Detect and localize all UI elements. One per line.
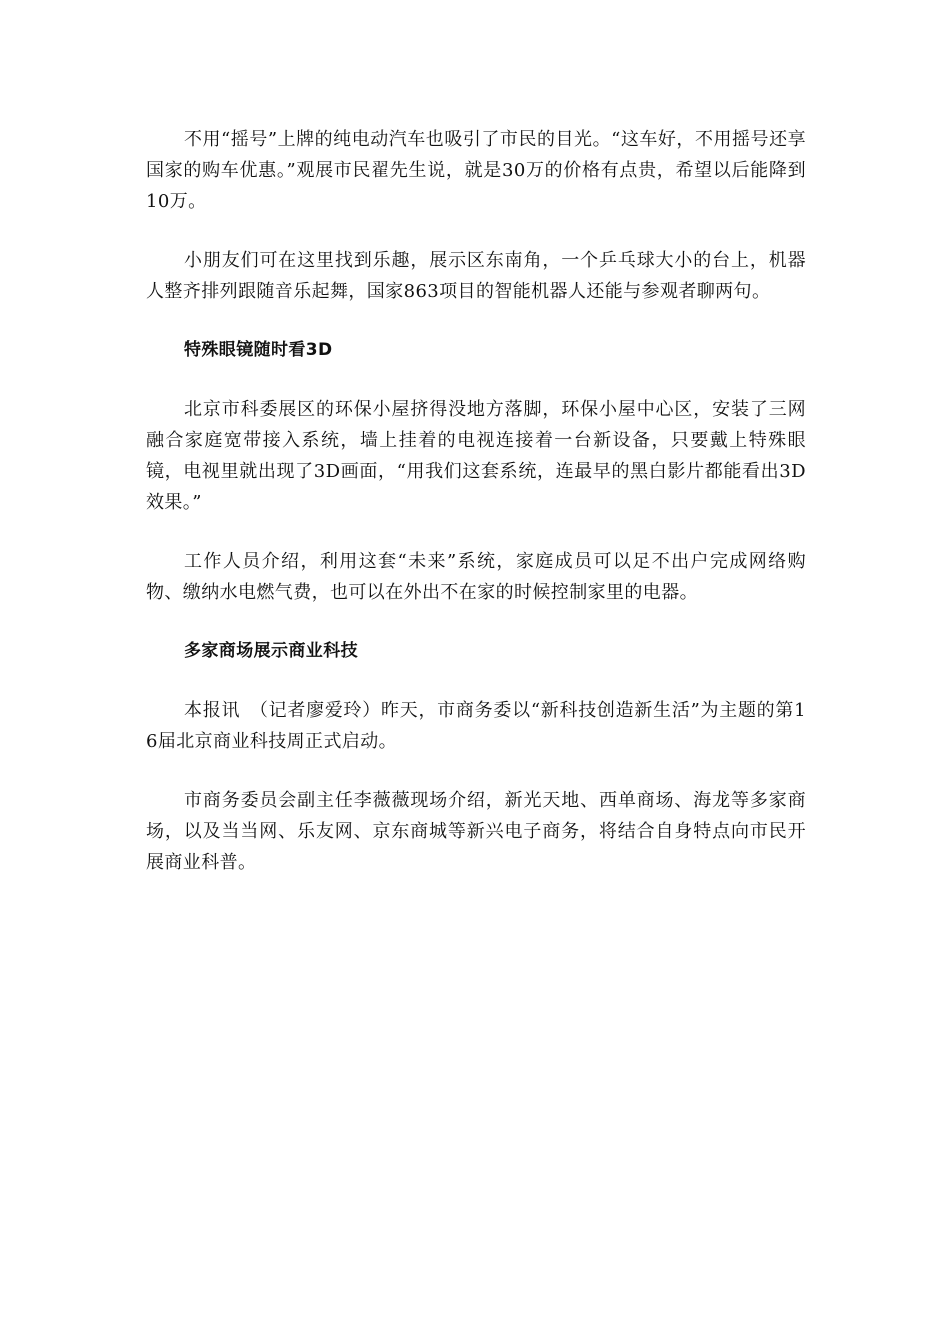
section-heading-commerce-tech: 多家商场展示商业科技 (184, 641, 358, 661)
paragraph-robots: 小朋友们可在这里找到乐趣，展示区东南角，一个乒乓球大小的台上，机器人整齐排列跟随音乐起舞，国家863项目的智能机器人还能与参观者聊两句。 (146, 250, 806, 302)
section-heading-3d-glasses: 特殊眼镜随时看3D (184, 340, 333, 360)
paragraph-electric-car: 不用“摇号”上牌的纯电动汽车也吸引了市民的目光。“这车好，不用摇号还享国家的购车优惠。”观展市民翟先生说，就是30万的价格有点贵，希望以后能降到10万。 (146, 129, 806, 212)
paragraph-eco-house: 北京市科委展区的环保小屋挤得没地方落脚，环保小屋中心区，安装了三网融合家庭宽带接入系统，墙上挂着的电视连接着一台新设备，只要戴上特殊眼镜，电视里就出现了3D画面，“用我们这套系统，连最早的黑白影片都能看出3D效果。” (146, 399, 806, 513)
paragraph-malls: 市商务委员会副主任李薇薇现场介绍，新光天地、西单商场、海龙等多家商场，以及当当网、乐友网、京东商城等新兴电子商务，将结合自身特点向市民开展商业科普。 (146, 790, 806, 873)
paragraph-future-system: 工作人员介绍，利用这套“未来”系统，家庭成员可以足不出户完成网络购物、缴纳水电燃气费，也可以在外出不在家的时候控制家里的电器。 (146, 551, 806, 603)
paragraph-tech-week: 本报讯 （记者廖爱玲）昨天，市商务委以“新科技创造新生活”为主题的第16届北京商业科技周正式启动。 (146, 700, 806, 752)
article-body (146, 124, 806, 906)
